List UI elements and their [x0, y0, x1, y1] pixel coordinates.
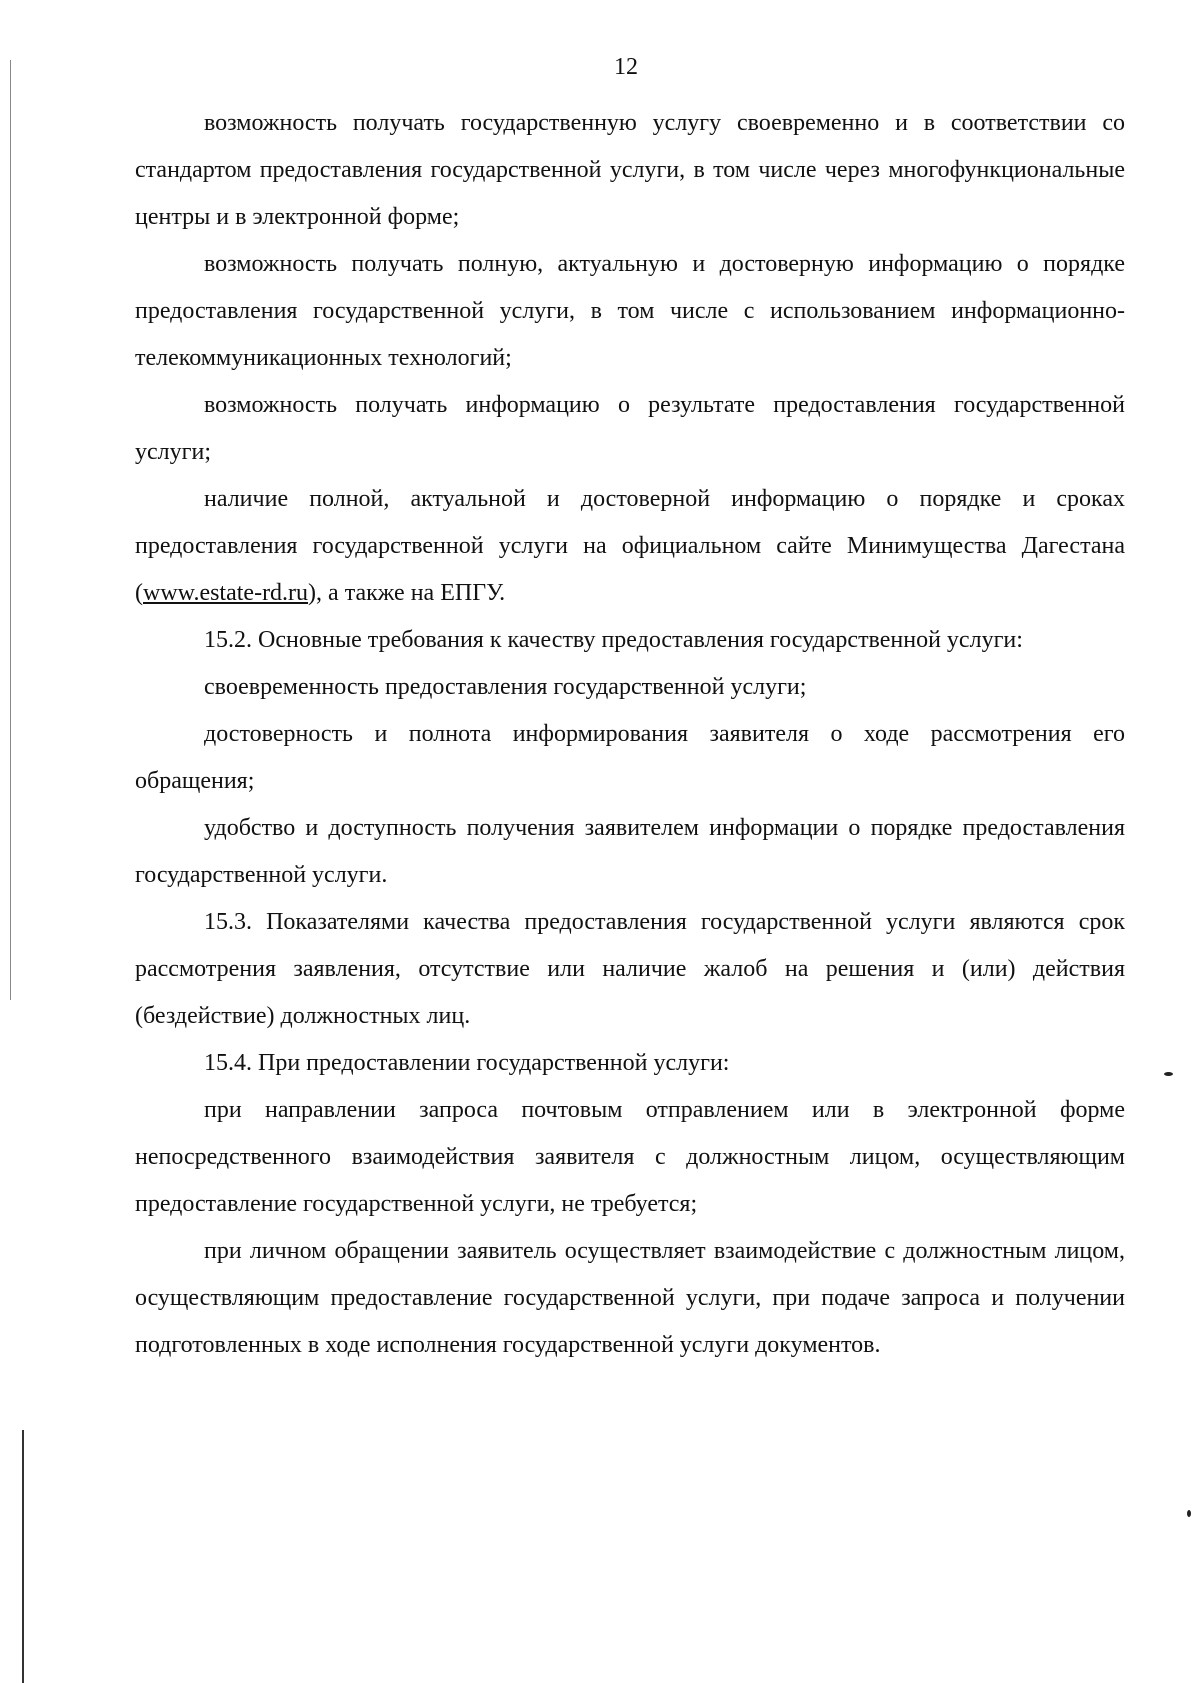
paragraph: возможность получать информацию о результате предоставления государственной услуги; [135, 392, 1125, 465]
paragraph: возможность получать государственную услугу своевременно и в соответствии со стандартом предоставления государственной услуги, в том числе через многофункциональные центры и в электронной форме; [135, 110, 1125, 230]
paragraph: своевременность предоставления государственной услуги; [204, 674, 807, 700]
paragraph: при направлении запроса почтовым отправлением или в электронной форме непосредственного взаимодействия заявителя с должностным лицом, осуществляющим предоставление государственной услуги, не требуется; [135, 1097, 1125, 1217]
scan-margin-line-bottom [22, 1430, 24, 1683]
document-body [135, 100, 1125, 1369]
paragraph: 15.4. При предоставлении государственной услуги: [204, 1050, 730, 1076]
paragraph: удобство и доступность получения заявителем информации о порядке предоставления государственной услуги. [135, 815, 1125, 888]
paragraph-with-link [135, 476, 1125, 617]
paragraph-text: наличие полной, актуальной и достоверной информацию о порядке и сроках предоставления государственной услуги на официальном сайте Минимущества Дагестана ( [135, 486, 1125, 606]
paragraph: 15.2. Основные требования к качеству предоставления государственной услуги: [204, 627, 1023, 653]
page-number: 12 [614, 54, 638, 80]
paragraph: при личном обращении заявитель осуществляет взаимодействие с должностным лицом, осуществляющим предоставление государственной услуги, при подаче запроса и получении подготовленных в ходе исполнения государственной услуги документов. [135, 1238, 1125, 1358]
scan-speck [1187, 1510, 1191, 1517]
paragraph: возможность получать полную, актуальную и достоверную информацию о порядке предоставления государственной услуги, в том числе с использованием информационно-телекоммуникационных технологий; [135, 251, 1125, 371]
paragraph: достоверность и полнота информирования заявителя о ходе рассмотрения его обращения; [135, 721, 1125, 794]
scan-margin-line-top [10, 60, 11, 1000]
scan-speck [1164, 1072, 1173, 1076]
paragraph-text: ), а также на ЕПГУ. [308, 580, 506, 606]
paragraph: 15.3. Показателями качества предоставления государственной услуги являются срок рассмотрения заявления, отсутствие или наличие жалоб на решения и (или) действия (бездействие) должностных лиц. [135, 909, 1125, 1029]
website-link[interactable]: www.estate-rd.ru [143, 580, 309, 606]
